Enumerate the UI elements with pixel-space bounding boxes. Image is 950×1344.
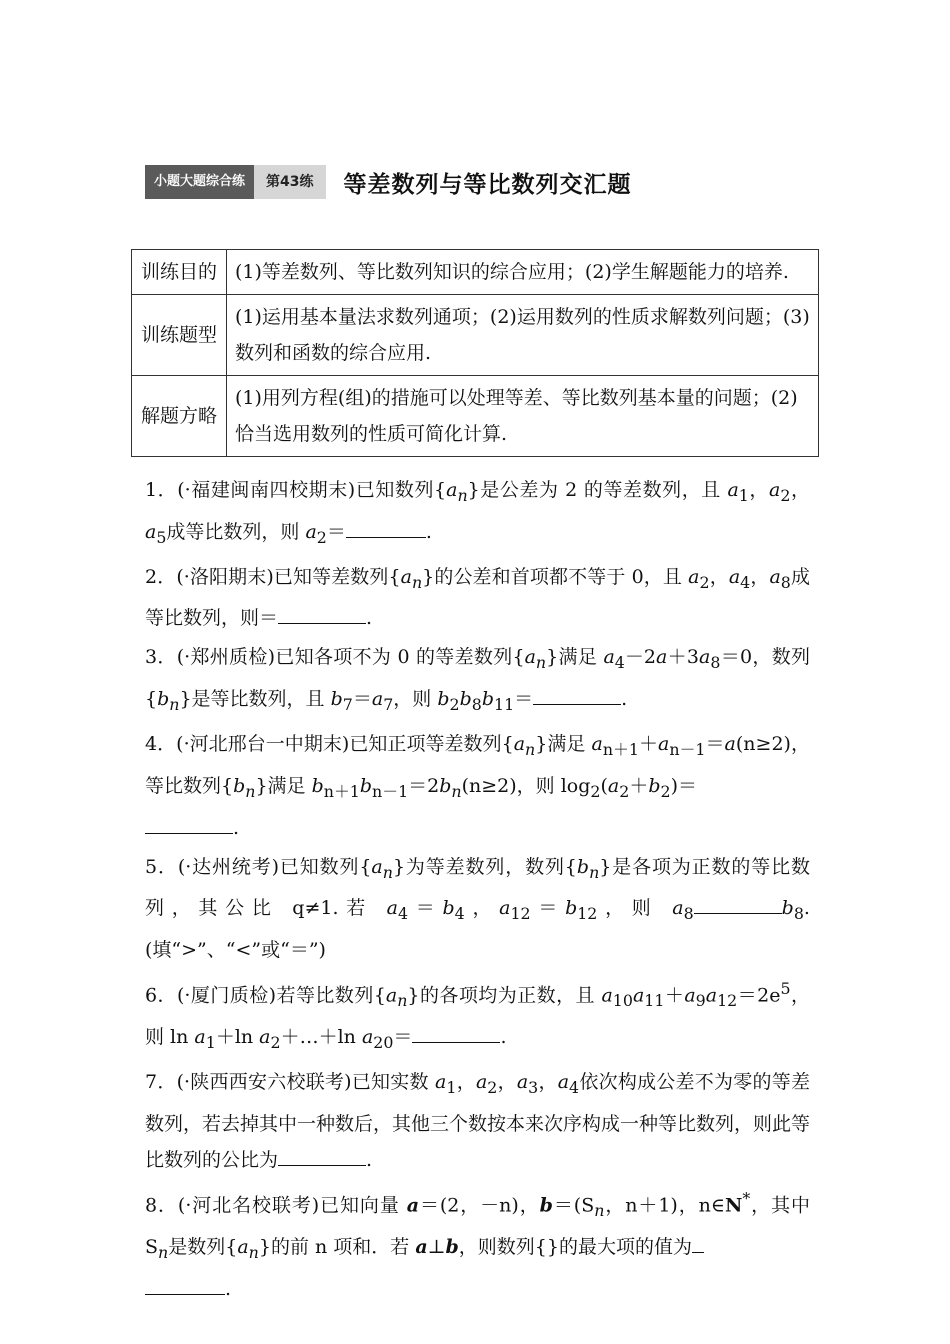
row-value: (1)运用基本量法求数列通项；(2)运用数列的性质求解数列问题；(3)数列和函数的综合应用.: [227, 295, 819, 376]
answer-blank[interactable]: [346, 517, 426, 538]
question-4: 4．(·河北邢台一中期末)已知正项等差数列$\{a_n\}$满足 $a_{n+1}+a_{n-1}=a(n\ge 2)$，等比数列$\{b_n\}$满足 $b_{n+1}b_{n-1}=2b_n(n\ge 2)$，则 $\log_2(a_2+b_2)=$ .: [145, 732, 810, 839]
question-7: 7．(·陕西西安六校联考)已知实数 $a_1$，$a_2$，$a_3$，$a_4$依次构成公差不为零的等差数列，若去掉其中一种数后，其他三个数按本来次序构成一种等比数列，则此等比数列的公比为 .: [145, 1071, 811, 1171]
answer-blank[interactable]: [278, 603, 366, 624]
row-key: 解题方略: [132, 376, 227, 457]
row-key: 训练目的: [132, 250, 227, 295]
answer-blank[interactable]: [145, 813, 233, 834]
table-row: [132, 295, 819, 376]
question-5: 5．(·达州统考)已知数列$\{a_n\}$为等差数列，数列$\{b_n\}$是各项为正数的等比数列，其公比 q≠1.若 $a_4=b_4$，$a_{12}=b_{12}$，则 $a_8$ $b_8$.(填“>”、“<”或“＝”): [145, 855, 810, 962]
answer-blank[interactable]: [533, 684, 621, 705]
category-tag: 小题大题综合练: [145, 165, 254, 199]
question-2: 2．(·洛阳期末)已知等差数列$\{a_n\}$的公差和首项都不等于 0，且 $a_2$，$a_4$，$a_8$成等比数列，则＝ .: [145, 565, 810, 630]
table-row: [132, 376, 819, 457]
answer-blank[interactable]: [278, 1145, 366, 1166]
section-header: [145, 165, 632, 199]
training-info-table: [131, 249, 819, 457]
question-8: 8．(·河北名校联考)已知向量 a＝(2，－n)，$b=(S_n$，n＋1)，n∈N*，其中 $S_n$是数列$\{a_n\}$的前 n 项和．若 a⊥b，则数列{}的最大项的值为 .: [145, 1188, 811, 1300]
answer-blank[interactable]: [692, 1232, 704, 1253]
row-value: (1)等差数列、等比数列知识的综合应用；(2)学生解题能力的培养.: [227, 250, 819, 295]
question-list: [145, 472, 810, 1310]
answer-blank[interactable]: [694, 893, 782, 914]
table-row: [132, 250, 819, 295]
row-key: 训练题型: [132, 295, 227, 376]
answer-blank[interactable]: [145, 1274, 225, 1295]
question-6: 6．(·厦门质检)若等比数列$\{a_n\}$的各项均为正数，且 $a_{10}a_{11}+a_9a_{12}=2e^5$，则 $\ln a_1+\ln$ $a_2+\dots+\ln$ $a_{20}=$ .: [145, 979, 810, 1053]
question-1: 1．(·福建闽南四校期末)已知数列$\{a_n\}$是公差为 2 的等差数列，且 $a_1$，$a_2$，$a_5$成等比数列，则 $a_2=$ .: [145, 479, 810, 547]
lesson-tag: 第43练: [254, 165, 325, 199]
row-value: (1)用列方程(组)的措施可以处理等差、等比数列基本量的问题；(2)恰当选用数列的性质可简化计算.: [227, 376, 819, 457]
answer-blank[interactable]: [412, 1022, 500, 1043]
question-3: 3．(·郑州质检)已知各项不为 0 的等差数列$\{a_n\}$满足 $a_4-2a+3a_8=0$，数列$\{b_n\}$是等比数列，且 $b_7=a_7$，则 $b_2b_8b_{11}=$ .: [145, 646, 811, 714]
page-title: 等差数列与等比数列交汇题: [343, 171, 632, 198]
